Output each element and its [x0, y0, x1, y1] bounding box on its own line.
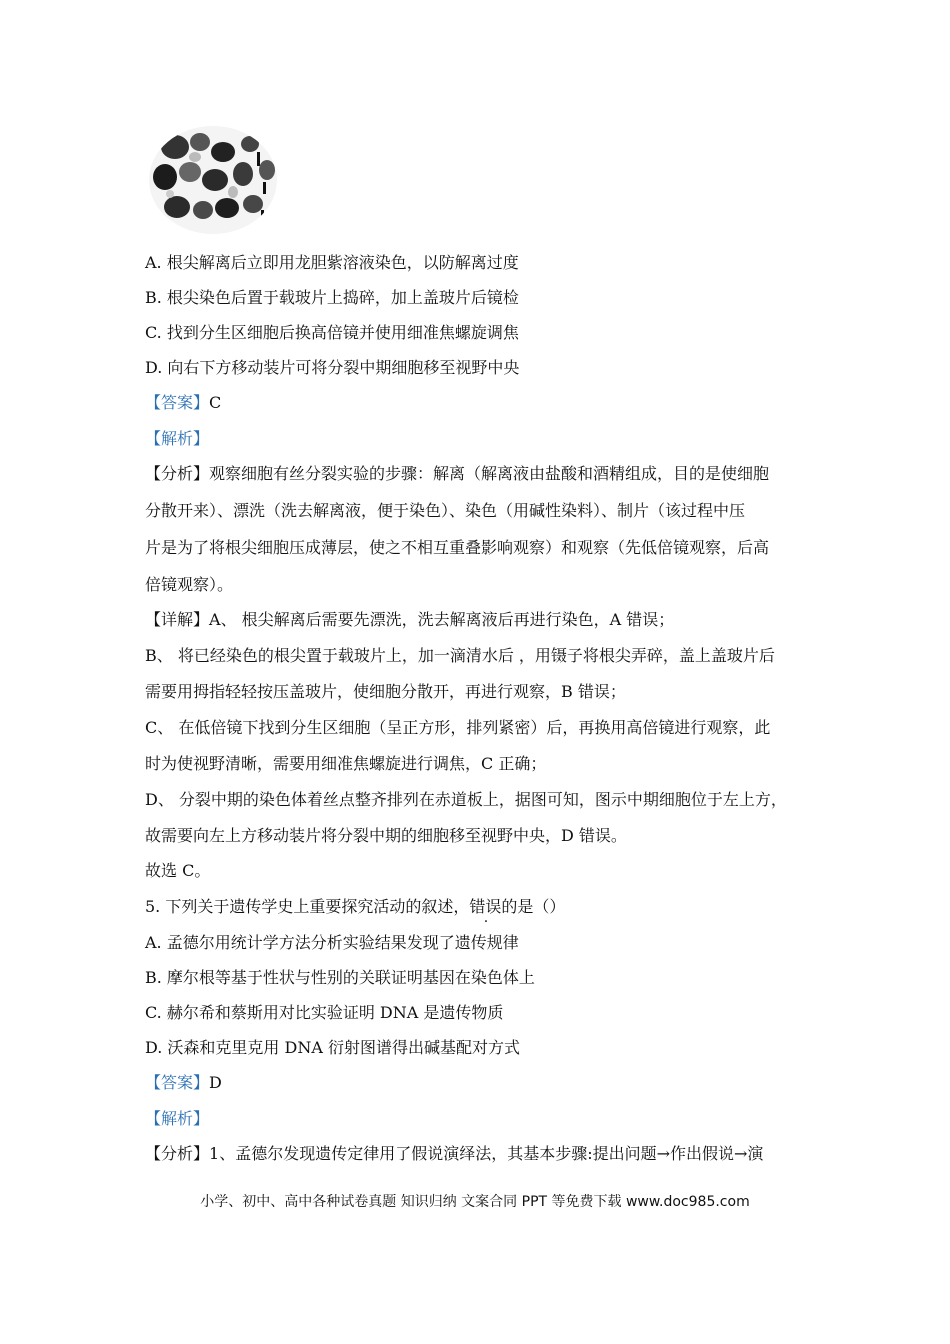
answer-tag: 【答案】 [145, 1073, 210, 1092]
fenxi-label: 【分析】 [145, 464, 210, 483]
q4-analysis-tag: 【解析】 [145, 429, 210, 448]
footer-banner: 小学、初中、高中各种试卷真题 知识归纳 文案合同 PPT 等免费下载 www.doc985.com [200, 1194, 750, 1210]
q5-fenxi-line [145, 1143, 763, 1165]
q4-xiangjie-line-5: 时为使视野清晰，需要用细准焦螺旋进行调焦，C 正确； [145, 754, 547, 773]
answer-value: C [209, 393, 222, 412]
q4-answer-line [145, 392, 221, 414]
q4-xiangjie-line-7: 故需要向左上方移动装片将分裂中期的细胞移至视野中央，D 错误。 [145, 826, 627, 845]
fenxi-text: 1、孟德尔发现遗传定律用了假说演绎法，其基本步骤:提出问题→作出假说→演 [209, 1144, 764, 1163]
q5-option-c: C. 赫尔希和蔡斯用对比实验证明 DNA 是遗传物质 [145, 1003, 504, 1022]
answer-tag: 【答案】 [145, 393, 210, 412]
q5-stem [145, 896, 565, 918]
q4-option-b: B. 根尖染色后置于载玻片上捣碎，加上盖玻片后镜检 [145, 288, 519, 307]
q4-fenxi-line-3: 片是为了将根尖细胞压成薄层，使之不相互重叠影响观察）和观察（先低倍镜观察，后高 [145, 538, 770, 557]
xiangjie-label: 【详解】 [145, 610, 210, 629]
q4-fenxi-line-1 [145, 463, 769, 485]
answer-value: D [209, 1073, 222, 1092]
q4-xiangjie-line-2: B、 将已经染色的根尖置于载玻片上，加一滴清水后 ，用镊子将根尖弄碎，盖上盖玻片后 [145, 646, 775, 665]
micrograph-image [145, 122, 281, 234]
xiangjie-text: A、 根尖解离后需要先漂洗，洗去解离液后再进行染色，A 错误； [209, 610, 675, 629]
q4-fenxi-line-4: 倍镜观察）。 [145, 575, 234, 594]
q5-option-a: A. 孟德尔用统计学方法分析实验结果发现了遗传规律 [145, 933, 519, 952]
q5-answer-line [145, 1072, 222, 1094]
fenxi-text: 观察细胞有丝分裂实验的步骤：解离（解离液由盐酸和酒精组成，目的是使细胞 [209, 464, 770, 483]
q5-analysis-tag: 【解析】 [145, 1109, 210, 1128]
q4-conclusion: 故选 C。 [145, 861, 211, 880]
fenxi-label: 【分析】 [145, 1144, 210, 1163]
q4-xiangjie-line-3: 需要用拇指轻轻按压盖玻片，使细胞分散开，再进行观察，B 错误； [145, 682, 626, 701]
q4-option-c: C. 找到分生区细胞后换高倍镜并使用细准焦螺旋调焦 [145, 323, 519, 342]
q4-option-d: D. 向右下方移动装片可将分裂中期细胞移至视野中央 [145, 358, 520, 377]
q5-stem-post: 的是（） [501, 897, 566, 916]
q5-option-d: D. 沃森和克里克用 DNA 衍射图谱得出碱基配对方式 [145, 1038, 520, 1057]
q5-stem-pre: 5. 下列关于遗传学史上重要探究活动的叙述， [145, 897, 470, 916]
q5-stem-emphasis: 错误 [469, 897, 502, 916]
q5-option-b: B. 摩尔根等基于性状与性别的关联证明基因在染色体上 [145, 968, 535, 987]
q4-xiangjie-line-1 [145, 609, 674, 631]
q4-xiangjie-line-4: C、 在低倍镜下找到分生区细胞（呈正方形，排列紧密）后，再换用高倍镜进行观察，此 [145, 718, 771, 737]
q4-option-a: A. 根尖解离后立即用龙胆紫溶液染色，以防解离过度 [145, 253, 519, 272]
q4-xiangjie-line-6: D、 分裂中期的染色体着丝点整齐排列在赤道板上，据图可知，图示中期细胞位于左上方， [145, 790, 787, 809]
q4-fenxi-line-2: 分散开来）、漂洗（洗去解离液，便于染色）、染色（用碱性染料）、制片（该过程中压 [145, 501, 746, 520]
